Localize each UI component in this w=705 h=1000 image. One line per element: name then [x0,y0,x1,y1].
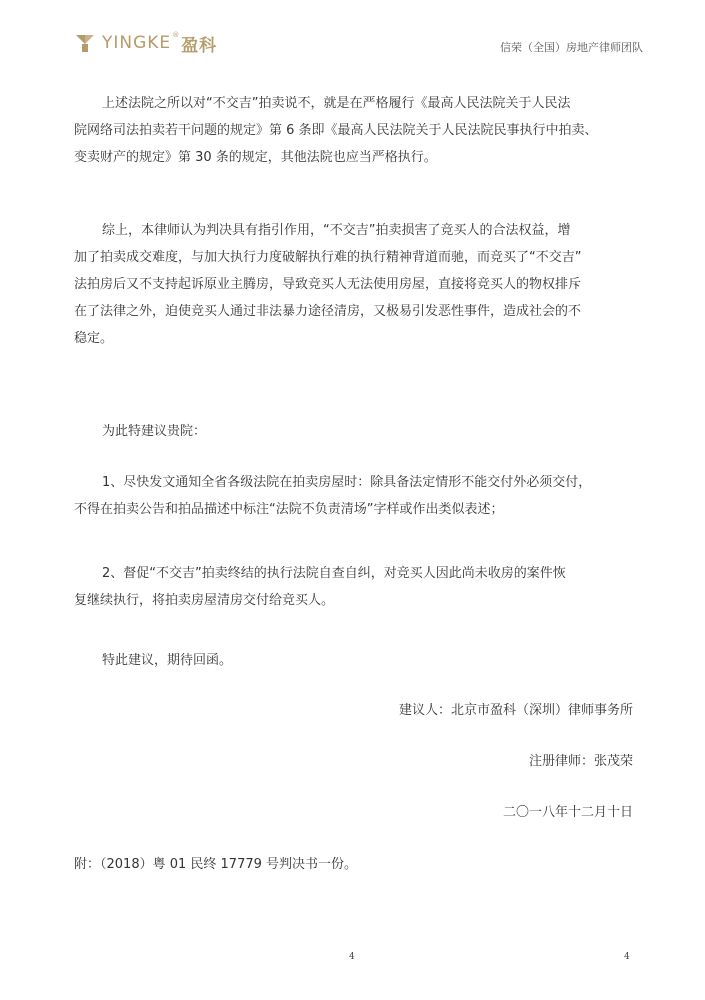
page-number-right: 4 [624,952,630,962]
paragraph-3 [74,418,640,445]
logo-chinese: 盈科 [181,35,218,56]
logo-text: YINGKE® [102,31,181,53]
date: 二〇一八年十二月十日 [502,805,633,820]
yingke-logo [74,32,217,54]
paragraph-6 [74,647,640,674]
attachment-note [74,851,640,878]
text-line: 为此特建议贵院： [102,424,207,439]
page-number-center: 4 [349,952,355,962]
text-line: 在了法律之外，迫使竞买人通过非法暴力途径清房，又极易引发恶性事件，造成社会的不 [74,304,582,319]
text-line: 1、尽快发文通知全省各级法院在拍卖房屋时：除具备法定情形不能交付外必须交付， [102,475,592,490]
text-line: 变卖财产的规定》第 30 条的规定，其他法院也应当严格执行。 [74,150,437,165]
text-line: 上述法院之所以对“不交吉”拍卖说不，就是在严格履行《最高人民法院关于人民法 [102,96,571,111]
text-line: 加了拍卖成交难度，与加大执行力度破解执行难的执行精神背道而驰，而竞买了“不交吉” [74,250,582,265]
text-line: 复继续执行，将拍卖房屋清房交付给竞买人。 [74,593,335,608]
paragraph-1 [74,90,640,171]
team-name: 信荣（全国）房地产律师团队 [500,41,643,54]
text-line: 附：（2018）粤 01 民终 17779 号判决书一份。 [74,857,358,872]
text-line: 院网络司法拍卖若干问题的规定》第 6 条即《最高人民法院关于人民法院民事执行中拍卖、 [74,123,598,138]
registered-lawyer: 注册律师：张茂荣 [528,754,633,769]
text-line: 稳定。 [74,331,114,346]
paragraph-4 [74,469,640,523]
text-line: 特此建议，期待回函。 [102,653,233,668]
proposer: 建议人：北京市盈科（深圳）律师事务所 [398,703,633,718]
text-line: 不得在拍卖公告和拍品描述中标注“法院不负责清场”字样或作出类似表述； [74,502,504,517]
text-line: 2、督促“不交吉”拍卖终结的执行法院自查自纠，对竞买人因此尚未收房的案件恢 [102,566,566,581]
text-line: 法拍房后又不支持起诉原业主腾房，导致竞买人无法使用房屋，直接将竞买人的物权排斥 [74,277,582,292]
text-line: 综上，本律师认为判决具有指引作用，“不交吉”拍卖损害了竞买人的合法权益，增 [102,223,571,238]
yingke-logo-icon [74,32,96,54]
paragraph-2 [74,217,640,352]
paragraph-5 [74,560,640,614]
